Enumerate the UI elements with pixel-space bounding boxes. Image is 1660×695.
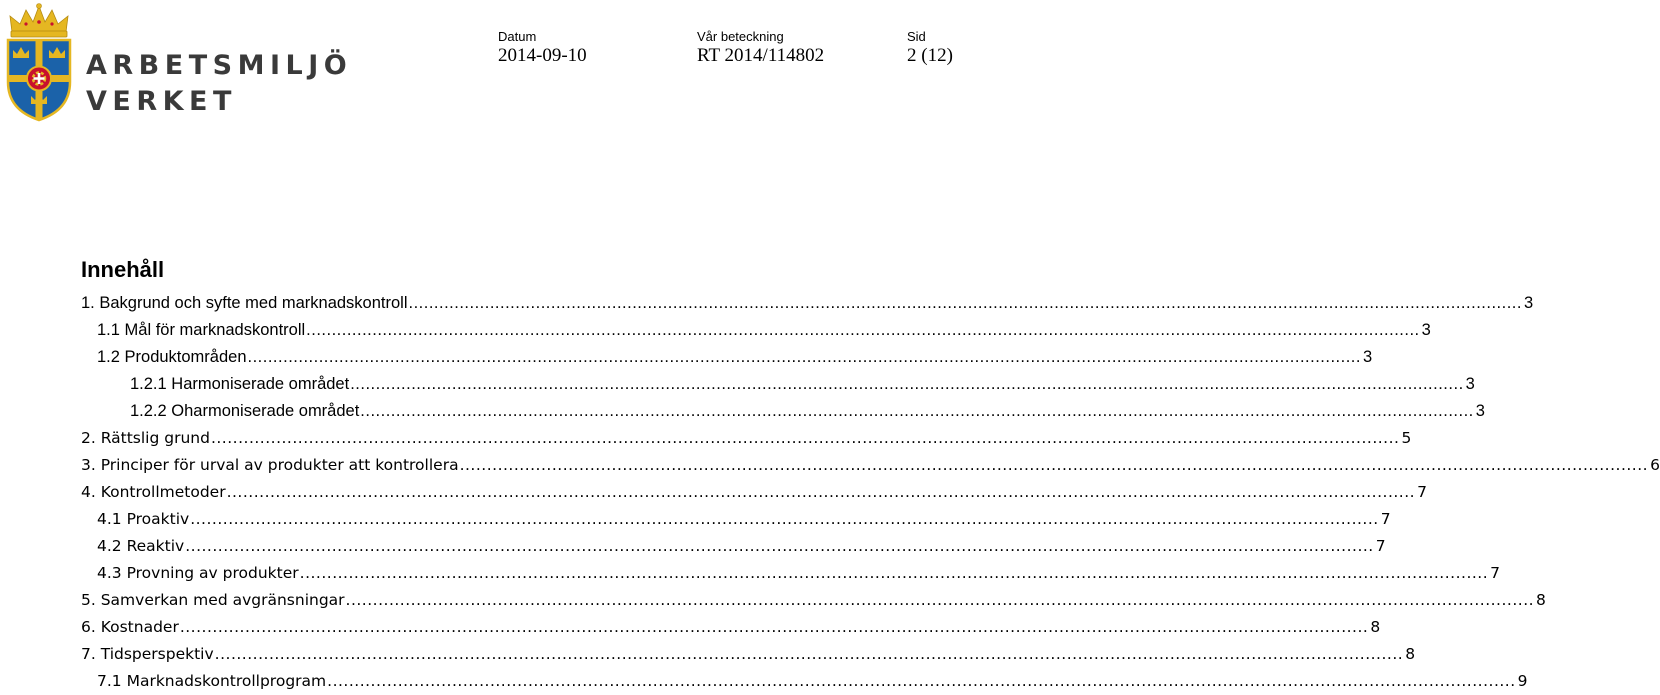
toc-entry-page: 7	[1417, 483, 1427, 501]
date-value: 2014-09-10	[498, 45, 587, 66]
toc-entry-page: 7	[1375, 537, 1386, 555]
toc-entry-2[interactable]	[81, 425, 1412, 452]
toc-entry-page: 3	[1475, 402, 1485, 420]
toc-entry-page: 3	[1421, 321, 1431, 339]
toc-entry-title: 1. Bakgrund och syfte med marknadskontroll	[81, 294, 408, 312]
toc-entry-leader: ...........................................................................................................................................................................................................................	[190, 510, 1379, 528]
toc-entry-title: 3. Principer för urval av produkter att kontrollera	[81, 456, 459, 474]
toc-entry-page: 8	[1405, 645, 1416, 663]
toc-entry-page: 6	[1650, 456, 1660, 474]
toc-entry-title: 4. Kontrollmetoder	[81, 483, 226, 501]
toc-entry-1-1[interactable]	[97, 317, 1431, 344]
date-field	[498, 30, 587, 68]
toc-entry-leader: ...........................................................................................................................................................................................................................	[214, 645, 1404, 663]
toc-entry-page: 9	[1517, 672, 1528, 690]
toc-entry-page: 8	[1536, 591, 1546, 609]
toc-entry-leader: ...........................................................................................................................................................................................................................	[299, 564, 1489, 582]
toc-entry-title: 7.1 Marknadskontrollprogram	[97, 672, 327, 690]
toc-entry-page: 7	[1380, 510, 1391, 528]
toc-entry-page: 5	[1401, 429, 1412, 447]
toc-entry-leader: ...........................................................................................................................................................................................................................	[459, 456, 1649, 474]
toc-entry-title: 2. Rättslig grund	[81, 429, 210, 447]
reference-label: Vår beteckning	[697, 29, 784, 44]
toc-entry-leader: ...........................................................................................................................................................................................................................	[226, 483, 1416, 501]
toc-entry-title: 4.1 Proaktiv	[97, 510, 190, 528]
toc-entry-title: 5. Samverkan med avgränsningar	[81, 591, 345, 609]
toc-entry-1-2[interactable]	[97, 344, 1373, 371]
reference-field	[697, 30, 824, 68]
toc-entry-title: 7. Tidsperspektiv	[81, 645, 214, 663]
toc-entry-leader: ...........................................................................................................................................................................................................................	[360, 402, 1474, 420]
toc-entry-4-3[interactable]	[97, 560, 1501, 587]
toc-entry-7-1[interactable]	[97, 668, 1528, 695]
toc-entry-7[interactable]	[81, 641, 1416, 668]
toc-entry-page: 3	[1465, 375, 1475, 393]
page-value: 2 (12)	[907, 45, 953, 66]
toc-entry-title: 6. Kostnader	[81, 618, 179, 636]
toc-entry-title: 1.2.2 Oharmoniserade området	[130, 402, 360, 420]
toc-entry-leader: ...........................................................................................................................................................................................................................	[185, 537, 1374, 555]
toc-entry-4[interactable]	[81, 479, 1427, 506]
toc-entry-leader: ...........................................................................................................................................................................................................................	[350, 375, 1464, 393]
toc-entry-leader: ...........................................................................................................................................................................................................................	[247, 348, 1361, 366]
toc-entry-3[interactable]	[81, 452, 1660, 479]
toc-entry-leader: ...........................................................................................................................................................................................................................	[408, 294, 1522, 312]
toc-entry-page: 7	[1490, 564, 1501, 582]
toc-entry-1-2-2[interactable]	[130, 398, 1485, 425]
page-label: Sid	[907, 29, 926, 44]
toc-entry-title: 1.1 Mål för marknadskontroll	[97, 321, 306, 339]
toc-entry-title: 4.2 Reaktiv	[97, 537, 185, 555]
toc-heading: Innehåll	[81, 257, 165, 282]
coat-of-arms-logo	[2, 2, 76, 122]
organization-name	[86, 48, 352, 120]
toc-entry-page: 8	[1370, 618, 1381, 636]
toc-entry-1-2-1[interactable]	[130, 371, 1475, 398]
toc-entry-title: 1.2 Produktområden	[97, 348, 247, 366]
org-name-line1: ARBETSMILJÖ	[86, 50, 353, 81]
toc-entry-leader: ...........................................................................................................................................................................................................................	[179, 618, 1369, 636]
toc-entry-leader: ...........................................................................................................................................................................................................................	[306, 321, 1420, 339]
toc-entry-4-1[interactable]	[97, 506, 1391, 533]
toc-entry-4-2[interactable]	[97, 533, 1386, 560]
toc-entry-page: 3	[1362, 348, 1373, 366]
toc-entry-6[interactable]	[81, 614, 1381, 641]
toc-entry-leader: ...........................................................................................................................................................................................................................	[327, 672, 1516, 690]
page-field	[907, 30, 953, 68]
toc-entry-page: 3	[1523, 294, 1534, 312]
toc-entry-leader: ...........................................................................................................................................................................................................................	[210, 429, 1400, 447]
toc-entry-leader: ...........................................................................................................................................................................................................................	[345, 591, 1535, 609]
toc-entry-5[interactable]	[81, 587, 1546, 614]
reference-value: RT 2014/114802	[697, 45, 825, 66]
toc-entry-title: 1.2.1 Harmoniserade området	[130, 375, 350, 393]
date-label: Datum	[498, 29, 537, 44]
org-name-line2: VERKET	[86, 86, 237, 117]
toc-entry-1[interactable]	[81, 290, 1534, 317]
toc-entry-title: 4.3 Provning av produkter	[97, 564, 299, 582]
